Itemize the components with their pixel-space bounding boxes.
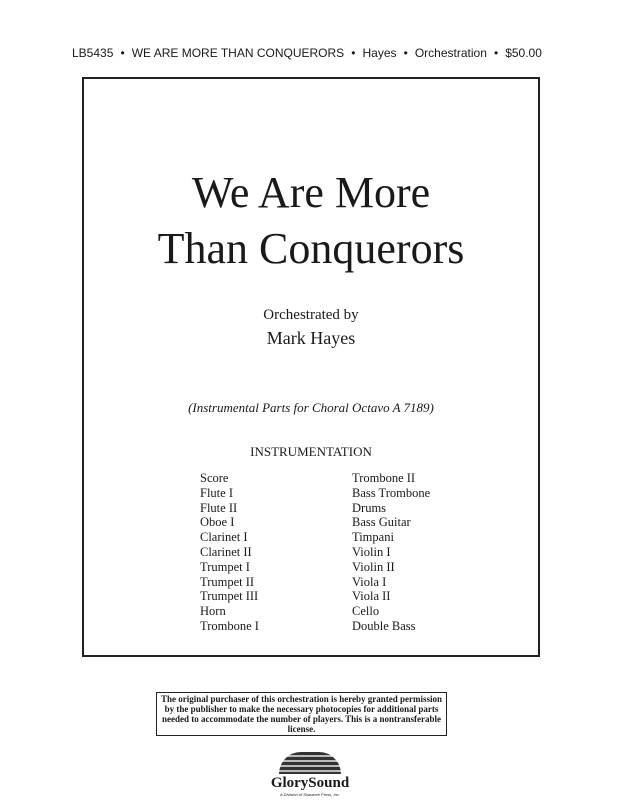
- instrument-item: Violin I: [352, 544, 391, 559]
- instrument-item: Trumpet II: [200, 574, 255, 589]
- cover-title: [84, 165, 538, 277]
- title-line-1: We Are More: [191, 168, 431, 217]
- instrument-item: Trumpet I: [200, 559, 250, 574]
- logo-subtitle: A Division of Shawnee Press, Inc.: [280, 792, 340, 797]
- header-composer: Hayes: [362, 46, 397, 60]
- header-type: Orchestration: [414, 46, 487, 60]
- instrument-item: Clarinet II: [200, 544, 252, 559]
- instrument-item: Flute II: [200, 500, 238, 515]
- logo-name: GlorySound: [270, 775, 350, 791]
- header-title: WE ARE MORE THAN CONQUERORS: [131, 46, 345, 60]
- cover-frame: [82, 77, 540, 657]
- instrument-item: Drums: [352, 500, 387, 515]
- separator: •: [351, 46, 356, 60]
- catalog-number: LB5435: [72, 46, 114, 60]
- instrument-item: Trombone II: [352, 471, 416, 485]
- arranger-name: Mark Hayes: [266, 328, 356, 348]
- instrument-item: Trumpet III: [200, 589, 259, 604]
- separator: •: [403, 46, 408, 60]
- instrument-item: Viola II: [352, 589, 391, 604]
- instrument-item: Clarinet I: [200, 530, 248, 545]
- instrument-item: Score: [200, 471, 229, 485]
- instrument-item: Bass Guitar: [352, 515, 411, 530]
- instrument-item: Oboe I: [200, 515, 235, 530]
- instrumentation-heading: INSTRUMENTATION: [250, 444, 372, 459]
- instrument-item: Horn: [200, 604, 226, 619]
- instrument-item: Trombone I: [200, 618, 259, 633]
- separator: •: [120, 46, 125, 60]
- parts-note: (Instrumental Parts for Choral Octavo A 7189): [188, 400, 434, 415]
- title-line-2: Than Conquerors: [157, 224, 465, 273]
- instrument-list-right: [352, 471, 430, 634]
- separator: •: [493, 46, 499, 60]
- orchestrated-by-label: Orchestrated by: [263, 307, 359, 323]
- instrument-item: Cello: [352, 604, 380, 619]
- instrument-item: Violin II: [352, 559, 395, 574]
- instrument-item: Double Bass: [352, 618, 416, 633]
- instrument-item: Timpani: [352, 530, 394, 545]
- instrument-item: Flute I: [200, 485, 233, 500]
- glorysound-logo: [265, 752, 355, 797]
- instrument-item: Bass Trombone: [352, 485, 431, 500]
- instrument-list-left: [200, 471, 259, 634]
- license-notice: The original purchaser of this orchestration is hereby granted permission by the publisher to make the necessary photocopies for additional parts needed to accommodate the number of players. This is a nontransferable license.: [156, 692, 447, 736]
- catalog-header: [72, 46, 542, 60]
- header-price: $50.00: [505, 46, 542, 60]
- instrument-item: Viola I: [352, 574, 387, 589]
- rainbow-arc-icon: [279, 752, 341, 774]
